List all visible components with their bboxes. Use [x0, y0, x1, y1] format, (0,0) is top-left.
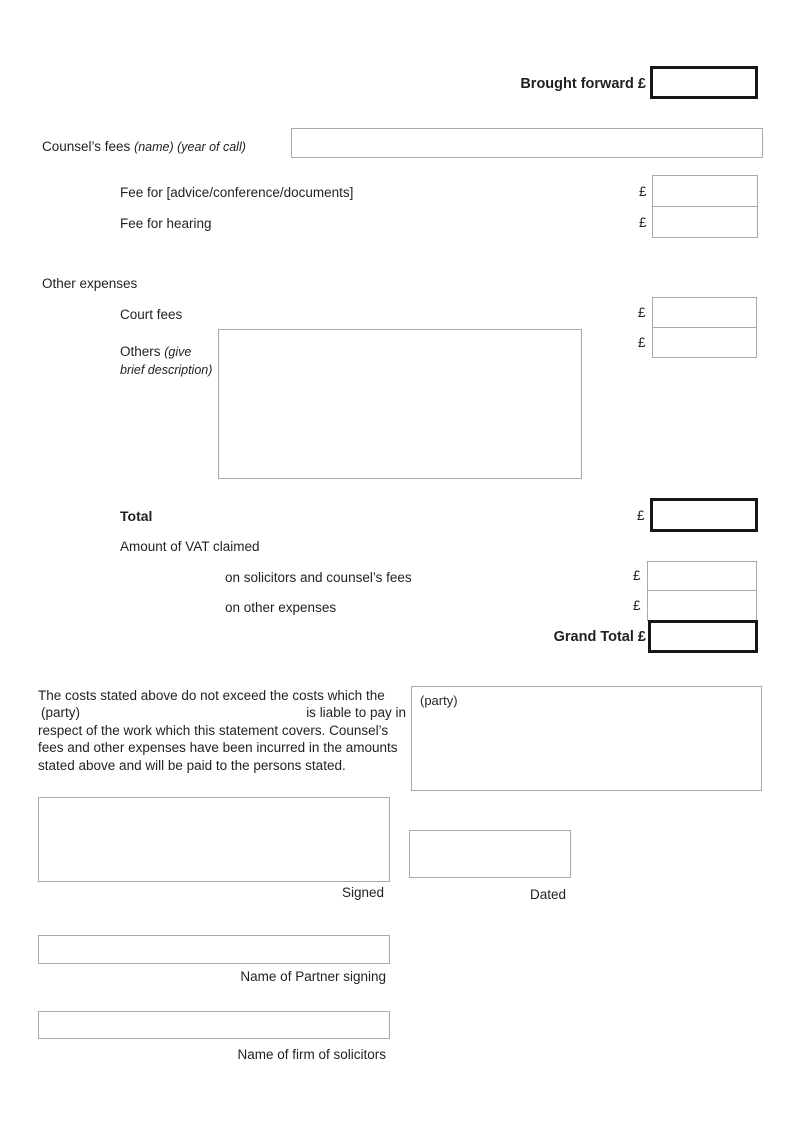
- others-amount-box[interactable]: [652, 327, 757, 358]
- declaration-paragraph: [38, 687, 406, 774]
- fee-hearing-label: Fee for hearing: [120, 216, 212, 231]
- others-label: [120, 343, 212, 379]
- counsel-fees-label: [42, 138, 246, 156]
- dated-label: Dated: [529, 887, 566, 902]
- court-fees-amount-box[interactable]: [652, 297, 757, 328]
- vat-solicitors-label: on solicitors and counsel’s fees: [225, 570, 412, 585]
- grand-total-amount-box[interactable]: [648, 620, 758, 653]
- others-note-line1: (give: [164, 345, 192, 359]
- dated-box[interactable]: [409, 830, 571, 878]
- counsel-fees-label-text: Counsel’s fees: [42, 139, 135, 154]
- signed-label: Signed: [341, 885, 384, 900]
- fee-advice-amount-box[interactable]: [652, 175, 758, 207]
- others-note-line2: brief description): [120, 363, 213, 377]
- declaration-line2: [38, 704, 406, 721]
- total-amount-box[interactable]: [650, 498, 758, 532]
- counsel-fees-note: (name) (year of call): [134, 140, 246, 154]
- declaration-line4: fees and other expenses have been incurred in the amounts: [38, 740, 398, 756]
- grand-total-label: Grand Total £: [553, 629, 646, 645]
- brought-forward-label: Brought forward £: [520, 76, 646, 92]
- currency-symbol: £: [633, 598, 641, 613]
- total-label: Total: [120, 508, 153, 524]
- party-box-label: (party): [420, 693, 458, 708]
- others-label-text: Others: [120, 344, 165, 359]
- declaration-line1: The costs stated above do not exceed the costs which the: [38, 688, 385, 703]
- party-input-box[interactable]: [411, 686, 762, 791]
- partner-name-label: Name of Partner signing: [240, 969, 386, 984]
- currency-symbol: £: [638, 305, 646, 320]
- vat-claimed-label: Amount of VAT claimed: [120, 539, 260, 554]
- declaration-line2-text: is liable to pay in: [306, 705, 406, 721]
- counsel-name-input[interactable]: [291, 128, 763, 158]
- vat-solicitors-amount-box[interactable]: [647, 561, 757, 591]
- currency-symbol: £: [633, 568, 641, 583]
- fee-hearing-amount-box[interactable]: [652, 206, 758, 238]
- declaration-line5: stated above and will be paid to the persons stated.: [38, 757, 346, 773]
- currency-symbol: £: [637, 508, 645, 523]
- fee-advice-label: Fee for [advice/conference/documents]: [120, 185, 354, 200]
- currency-symbol: £: [638, 335, 646, 350]
- vat-other-amount-box[interactable]: [647, 590, 757, 621]
- currency-symbol: £: [639, 215, 647, 230]
- signature-box[interactable]: [38, 797, 390, 882]
- declaration-line3: respect of the work which this statement covers. Counsel’s: [38, 722, 389, 738]
- currency-symbol: £: [639, 184, 647, 199]
- firm-name-box[interactable]: [38, 1011, 390, 1039]
- vat-other-label: on other expenses: [225, 600, 337, 615]
- partner-name-box[interactable]: [38, 935, 390, 964]
- others-description-box[interactable]: [218, 329, 582, 479]
- other-expenses-section-label: Other expenses: [42, 276, 138, 291]
- firm-name-label: Name of firm of solicitors: [237, 1047, 386, 1062]
- brought-forward-amount-box[interactable]: [650, 66, 758, 99]
- declaration-party-placeholder: (party): [41, 705, 81, 721]
- court-fees-label: Court fees: [120, 307, 183, 322]
